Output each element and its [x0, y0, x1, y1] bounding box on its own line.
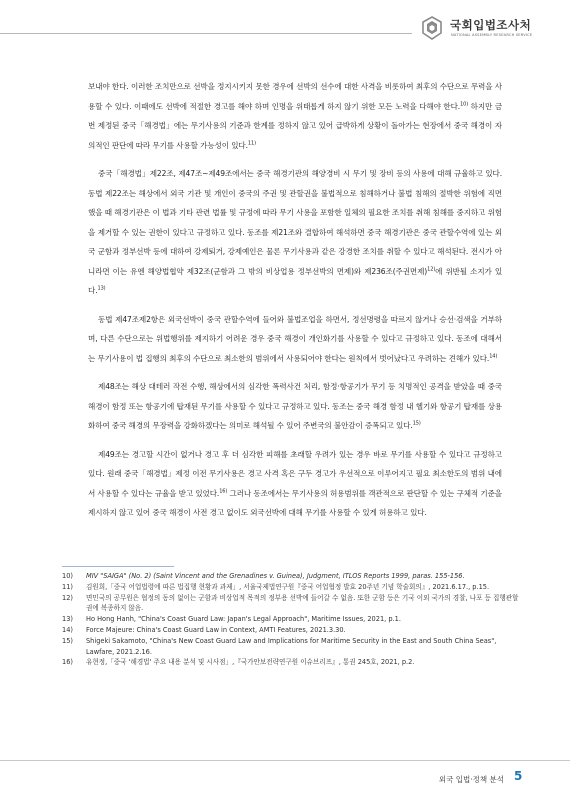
footnote: 12) 면민국의 공무원은 협정의 동의 없이는 군함과 비상업적 목적의 정부용 선박에 들어갈 수 없음. 또한 군함 등은 기국 이외 국가의 경찰, 나포 등 집행관할권에 복종하지 않음. [62, 593, 519, 613]
logo-english-name: NATIONAL ASSEMBLY RESEARCH SERVICE [451, 33, 533, 37]
header-rule [0, 33, 412, 34]
paragraph: 보내야 한다. 이러한 조치만으로 선박을 정지시키지 못한 경우에 선박의 선수에 대한 사격을 비롯하여 최후의 수단으로 무력을 사용할 수 있다. 이때에도 선박에 적절한 경고를 해야 하며 인명을 위태롭게 하지 않기 위한 모든 노력을 다해야 한다.$^{10)}$ 하지만 금번 제정된 중국「해경법」에는 무기사용의 기준과 한계를 정하지 않고 있어 급박하게 상황이 돌아가는 현장에서 중국 해경이 자의적인 판단에 따라 무기를 사용할 가능성이 있다.$^{11)}$ [88, 82, 503, 150]
footnote-ref: 16) [219, 487, 228, 494]
footnote: 15) Shigeki Sakamoto, "China's New Coast Guard Law and Implications for Maritime Security in the East and South China Seas", Lawfare, 2021.2.16. [62, 636, 497, 656]
footnote-ref: 11) [247, 139, 256, 146]
footnote: 11) 김원희,「중국 어업법령에 따른 법집행 현황과 과제」, 서울국제법연구원『중국 어업협정 발효 20주년 기념 학술회의』, 2021.6.17., p.15. [62, 582, 490, 591]
paragraph: 제49조는 경고할 시간이 없거나 경고 후 더 심각한 피해를 초래할 우려가 있는 경우 바로 무기를 사용할 수 있다고 규정하고 있다. 원래 중국「해경법」제정 이전 무기사용은 경고 사격 혹은 구두 경고가 우선적으로 이루어지고 필요 최소한도의 범위 내에서 사용할 수 있다는 규율을 받고 있었다.$^{16)}$ 그러나 동조에서는 무기사용의 허용범위를 객관적으로 판단할 수 있는 구체적 기준을 제시하지 않고 있어 중국 해경이 사전 경고 없이도 외국선박에 대해 무기를 사용할 수 있게 허용하고 있다. [88, 449, 503, 517]
logo-korean-name: 국회입법조사처 [450, 18, 532, 32]
footnote: 14) Force Majeure: China's Coast Guard Law in Context, AMTI Features, 2021.3.30. [62, 625, 346, 634]
footnote-ref: 12) [427, 265, 436, 272]
footnote: 13) Ho Hong Hanh, "China's Coast Guard Law: Japan's Legal Approach", Maritime Issues, 2021, p.1. [62, 615, 401, 624]
footnote: 10) MIV "SAIGA" (No. 2) (Saint Vincent and the Grenadines v. Guinea), Judgment, ITLOS Reports 1999, paras. 155-156. [62, 572, 465, 580]
footnote-rule [62, 566, 174, 567]
page-number: 5 [514, 769, 523, 783]
paragraph: 제48조는 해상 대테러 작전 수행, 해상에서의 심각한 폭력사건 처리, 함정·항공기가 무기 등 치명적인 공격을 받았을 때 중국 해경이 함정 또는 항공기에 탑재된 무기를 사용할 수 있다고 규정하고 있다. 동조는 중국 해경 함정 내 헬기와 항공기 탑재를 상용화하여 중국 해경의 무장력을 강화하겠다는 의미로 해석될 수 있어 주변국의 불안감이 증폭되고 있다.$^{15)}$ [88, 382, 502, 430]
footnote-ref: 10) [460, 100, 469, 107]
paragraph: 동법 제47조제2항은 외국선박이 중국 관할수역에 들어와 불법조업을 하면서, 정선명령을 따르지 않거나 승선·검색을 거부하며, 다른 수단으로는 위법행위를 제지하기 어려운 경우 중국 해경이 개인화기를 사용할 수 있다고 규정하고 있다. 동조에 대해서는 무기사용이 법 집행의 최후의 수단으로 최소한의 범위에서 사용되어야 한다는 원칙에서 벗어났다고 우려하는 견해가 있다.$^{14)}$ [88, 314, 502, 363]
footnote: 16) 유현정,「중국 '해경법' 주요 내용 분석 및 시사점」,『국가안보전략연구원 이슈브리프』, 통권 245호, 2021, p.2. [62, 658, 415, 667]
nars-logo [420, 14, 560, 46]
nars-emblem-icon [420, 16, 444, 40]
footer-section-title: 외국 입법·정책 분석 [438, 775, 504, 784]
footnote-ref: 15) [412, 420, 421, 427]
body-text [88, 77, 502, 523]
footnotes [62, 571, 522, 668]
footnote-ref: 14) [489, 352, 498, 359]
footer-rule [0, 760, 570, 761]
paragraph: 중국「해경법」제22조, 제47조~제49조에서는 중국 해경기관의 해양경비 시 무기 및 장비 등의 사용에 대해 규율하고 있다. 동법 제22조는 해상에서 외국 기관 및 개인이 중국의 주권 및 관할권을 불법적으로 침해하거나 불법 침해의 절박한 위험에 직면했을 때 해경기관은 이 법과 기타 관련 법률 및 규정에 따라 무기 사용을 포함한 일체의 필요한 조치를 취해 침해를 중지하고 위험을 제거할 수 있는 권한이 있다고 규정하고 있다. 동조를 제21조와 결합하여 해석하면 중국 해경기관은 중국 관할수역에 있는 외국 군함과 정부선박 등에 대하여 강제퇴거, 강제예인은 물론 무기사용과 같은 강경한 조치를 취할 수 있다고 해석된다. 전시가 아니라면 이는 유엔 해양법협약 제32조(군함과 그 밖의 비상업용 정부선박의 면제)와 제236조(주권면제)$^{12)}$에 위반될 소지가 있다.$^{13)}$ [88, 169, 503, 295]
footnote-ref: 13) [97, 285, 106, 292]
